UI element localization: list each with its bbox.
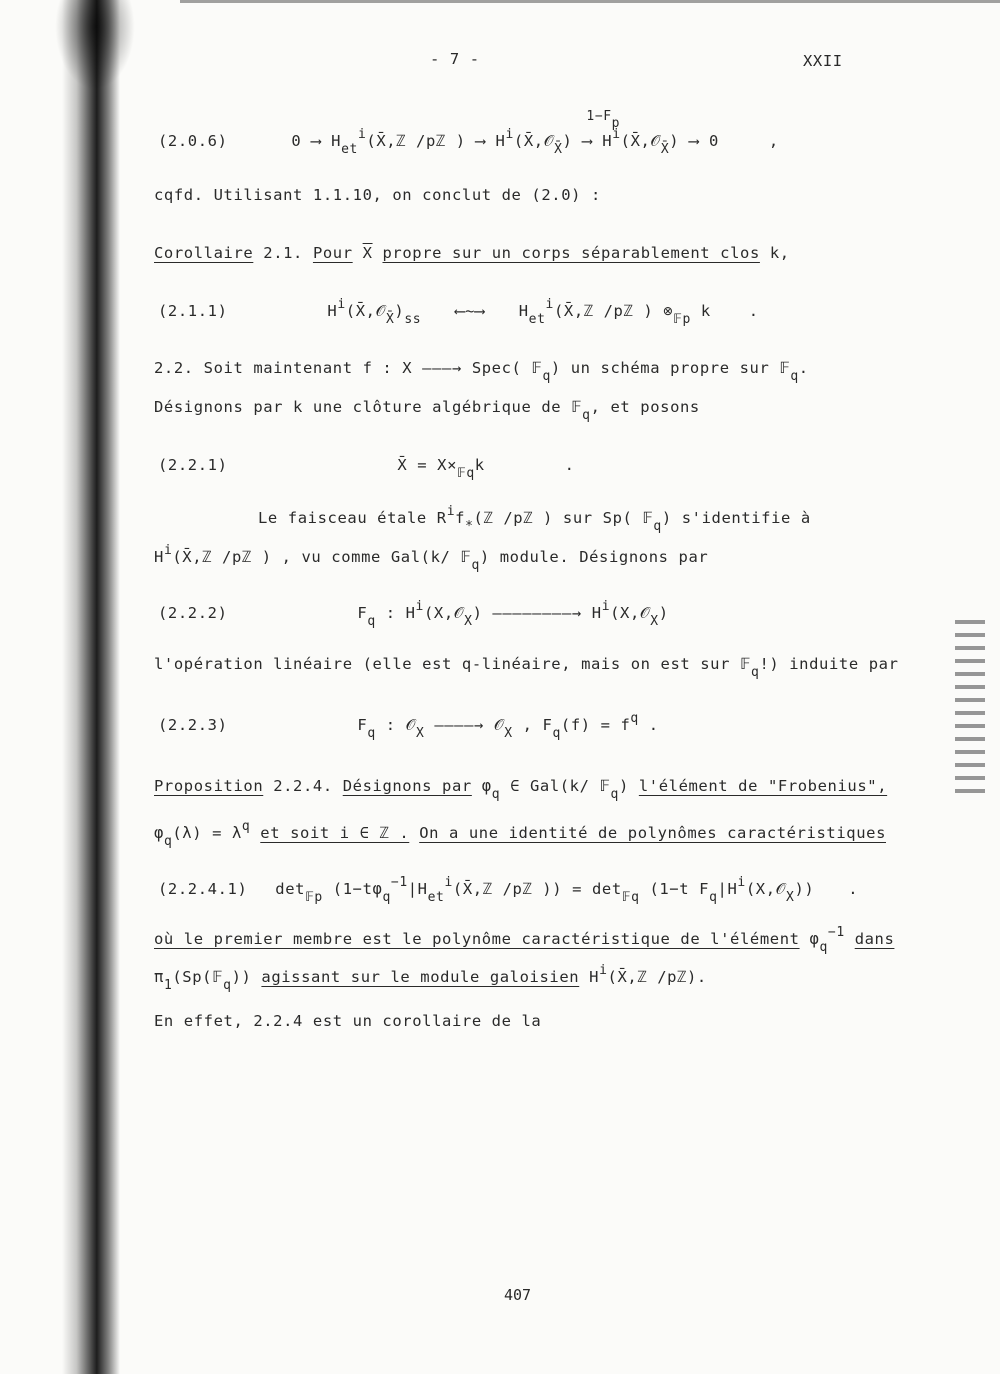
equation-2-1-1: (2.1.1) $H^i(X̄,𝒪_{X̄})_{ss}$ ⟵~⟶ $H_{et}^i(X̄,ℤ$ /pℤ ) $\otimes_{𝔽p}$ k . [158,297,759,327]
binding-shadow-top [55,0,135,90]
equation-2-2-4-1: (2.2.4.1) $\det_{𝔽p}$ ($1-t\varphi_q^{-1}|H_{et}^i(X̄,ℤ$ /pℤ )) = $\det_{𝔽q} (1-t$ $F_q|H^i(X,𝒪_X)$) . [158,875,859,905]
proposition-2-2-4: Proposition 2.2.4. Désignons par $\varphi_q$ ∈ Gal(k/ 𝔽$_q$) l'élément de "Frobenius", [154,777,888,802]
equation-2-2-2: (2.2.2) $F_q$ : $H^i(X,𝒪_X)$ ————————→ $H^i(X,𝒪_X)$ [158,599,669,629]
corollaire-2-1: Corollaire 2.1. Pour $\overline{X}$ propre sur un corps séparablement clos k, [154,244,790,262]
ou-line2: $\pi_1(Sp(𝔽_q))$ agissant sur le module galoisien $H^i(X̄,ℤ$ /pℤ). [154,963,707,993]
text-cqfd: cqfd. Utilisant 1.1.10, on conclut de (2.0) : [154,186,601,204]
equation-label: (2.1.1) [158,302,228,320]
equation-label: (2.2.1) [158,456,228,474]
equation-2-0-6: (2.0.6) 0 ⟶ $H_{et}^i(X̄,ℤ$ /pℤ ) ⟶ $H^i(X̄,𝒪_{X̄})$ 1−Fp ⟶ $H^i(X̄,𝒪_{X̄})$ ⟶ 0 , [158,109,779,157]
scan-margin-marks [955,620,985,800]
equation-label: (2.2.3) [158,716,228,734]
scan-top-edge [180,0,1000,3]
page-number: 407 [504,1286,532,1304]
equation-label: (2.2.2) [158,604,228,622]
proposition-line2: $\varphi_q(\lambda) = \lambda^q$ et soit i ∈ ℤ . On a une identité de polynômes caractéristiques [154,819,886,849]
series-marker: XXII [803,52,843,70]
ou-line1: où le premier membre est le polynôme caractéristique de l'élément $\varphi_q^{-1}$ dans [154,925,895,955]
equation-label: (2.2.4.1) [158,880,248,898]
map-label: 1−Fp [586,109,621,131]
binding-shadow [62,0,120,1374]
page-marker: - 7 - [430,50,480,68]
operation-lineaire: l'opération linéaire (elle est q-linéaire, mais on est sur 𝔽$_q$!) induite par [154,655,899,680]
equation-2-2-1: (2.2.1) X̄ = $X\times_{𝔽q}k$ . [158,456,575,481]
equation-2-2-3: (2.2.3) $F_q$ : 𝒪$_X$ ————→ 𝒪$_X$ , $F_q(f) = f^q$ . [158,711,659,741]
faisceau-line1: Le faisceau étale $R^if_*(ℤ$ /pℤ ) sur Sp( 𝔽$_q$) s'identifie à [258,504,811,534]
para-2-2-line1: 2.2. Soit maintenant f : X ———→ Spec( 𝔽$_q$) un schéma propre sur 𝔽$_q$. [154,359,809,384]
faisceau-line2: $H^i(X̄,ℤ$ /pℤ ) , vu comme Gal(k/ 𝔽$_q$) module. Désignons par [154,543,709,573]
corollaire-heading: Corollaire [154,244,254,262]
text-en-effet: En effet, 2.2.4 est un corollaire de la [154,1012,542,1030]
equation-label: (2.0.6) [158,132,228,150]
para-2-2-line2: Désignons par k une clôture algébrique de 𝔽$_q$, et posons [154,398,700,423]
proposition-heading: Proposition [154,777,264,795]
